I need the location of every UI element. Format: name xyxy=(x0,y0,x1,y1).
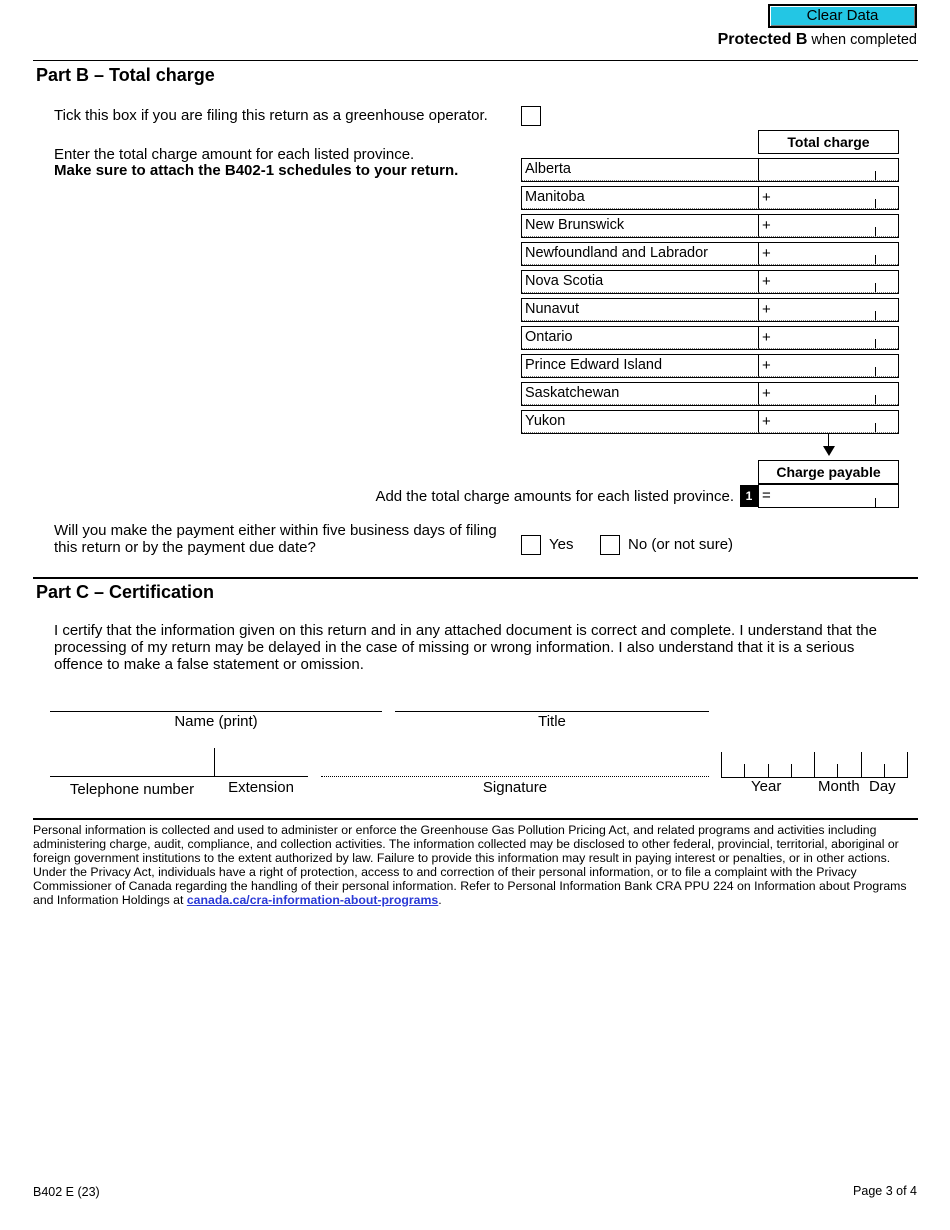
province-row xyxy=(521,214,899,238)
province-charge-input[interactable] xyxy=(759,411,898,433)
province-charge-input[interactable] xyxy=(759,271,898,293)
title-label: Title xyxy=(538,713,566,730)
province-row xyxy=(521,298,899,322)
total-charge-header: Total charge xyxy=(758,130,899,154)
divider xyxy=(214,748,215,777)
greenhouse-operator-checkbox[interactable] xyxy=(521,106,541,126)
province-row xyxy=(521,382,899,406)
province-row xyxy=(521,242,899,266)
line-number-badge: 1 xyxy=(740,485,758,507)
telephone-label: Telephone number xyxy=(69,781,195,798)
province-row xyxy=(521,410,899,434)
name-label: Name (print) xyxy=(174,713,258,730)
no-label: No (or not sure) xyxy=(628,536,734,553)
plus-sign: + xyxy=(762,385,771,402)
privacy-link[interactable]: canada.ca/cra-information-about-programs xyxy=(186,893,439,907)
greenhouse-question: Tick this box if you are filing this return as a greenhouse operator. xyxy=(54,107,488,124)
part-c-title: Part C – Certification xyxy=(36,582,215,602)
province-row xyxy=(521,270,899,294)
province-name: Saskatchewan xyxy=(522,383,759,405)
plus-sign: + xyxy=(762,413,771,430)
province-name: Prince Edward Island xyxy=(522,355,759,377)
province-charge-input[interactable] xyxy=(759,243,898,265)
clear-data-button[interactable]: Clear Data xyxy=(768,4,917,28)
province-charge-input[interactable] xyxy=(759,187,898,209)
province-row xyxy=(521,186,899,210)
province-row xyxy=(521,354,899,378)
protected-b-notice: Protected B when completed xyxy=(717,31,917,48)
page-number: Page 3 of 4 xyxy=(853,1184,917,1198)
plus-sign: + xyxy=(762,357,771,374)
province-charge-input[interactable] xyxy=(759,355,898,377)
signature-label: Signature xyxy=(482,779,548,796)
plus-sign: + xyxy=(762,189,771,206)
province-name: Yukon xyxy=(522,411,759,433)
charge-payable-header: Charge payable xyxy=(758,460,899,484)
privacy-notice: Personal information is collected and used to administer or enforce the Greenhouse Gas Pollution Pricing Act, and related programs and activities including administering charge, audit, compliance, and collection activities. The information collected may be disclosed to other federal, provincial, territorial, aboriginal or foreign government institutions to the extent authorized by law. Failure to provide this information may result in paying interest or penalties, or in other actions. Under the Privacy Act, individuals have a right of protection, access to and correction of their personal information, or to file a complaint with the Privacy Commissioner of Canada regarding the handling of their personal information. Refer to Personal Information Bank CRA PPU 224 on Information about Programs and Information Holdings at canada.ca/cra-information-about-programs. xyxy=(33,823,907,907)
plus-sign: + xyxy=(762,329,771,346)
province-name: Manitoba xyxy=(522,187,759,209)
telephone-field[interactable] xyxy=(50,776,214,777)
form-id: B402 E (23) xyxy=(33,1185,100,1199)
province-name: Nunavut xyxy=(522,299,759,321)
plus-sign: + xyxy=(762,301,771,318)
province-charge-input[interactable] xyxy=(759,159,898,181)
arrow-down-icon xyxy=(823,446,835,456)
province-charge-input[interactable] xyxy=(759,327,898,349)
attach-schedules-note: Make sure to attach the B402-1 schedules to your return. xyxy=(54,162,459,179)
divider xyxy=(33,577,918,579)
part-b-title: Part B – Total charge xyxy=(36,65,215,85)
extension-field[interactable] xyxy=(215,776,308,777)
province-name: Ontario xyxy=(522,327,759,349)
divider xyxy=(33,818,918,820)
province-charge-input[interactable] xyxy=(759,383,898,405)
province-name: New Brunswick xyxy=(522,215,759,237)
province-name: Alberta xyxy=(522,159,759,181)
day-label: Day xyxy=(869,778,896,795)
plus-sign: + xyxy=(762,245,771,262)
divider xyxy=(33,60,918,61)
certification-text: I certify that the information given on this return and in any attached document is correct and complete. I understand that the processing of my return may be delayed in the case of missing or wrong information. I also understand that it is a serious offence to make a false statement or omission. xyxy=(54,622,877,673)
payment-question-line1: Will you make the payment either within five business days of filing xyxy=(54,522,497,539)
province-instruction: Enter the total charge amount for each listed province. xyxy=(54,146,415,163)
month-label: Month xyxy=(818,778,860,795)
name-field[interactable] xyxy=(50,711,382,712)
payment-yes-checkbox[interactable] xyxy=(521,535,541,555)
add-total-label: Add the total charge amounts for each listed province. xyxy=(375,488,734,505)
signature-field[interactable] xyxy=(321,776,709,777)
title-field[interactable] xyxy=(395,711,709,712)
charge-payable-field[interactable] xyxy=(758,484,899,508)
province-row xyxy=(521,158,899,182)
province-row xyxy=(521,326,899,350)
province-name: Newfoundland and Labrador xyxy=(522,243,759,265)
year-label: Year xyxy=(751,778,782,795)
equals-sign: = xyxy=(762,487,771,504)
province-name: Nova Scotia xyxy=(522,271,759,293)
plus-sign: + xyxy=(762,273,771,290)
payment-question-line2: this return or by the payment due date? xyxy=(54,539,316,556)
plus-sign: + xyxy=(762,217,771,234)
extension-label: Extension xyxy=(228,779,294,796)
province-charge-input[interactable] xyxy=(759,299,898,321)
province-charge-input[interactable] xyxy=(759,215,898,237)
payment-no-checkbox[interactable] xyxy=(600,535,620,555)
date-field[interactable] xyxy=(721,752,908,778)
yes-label: Yes xyxy=(549,536,574,553)
